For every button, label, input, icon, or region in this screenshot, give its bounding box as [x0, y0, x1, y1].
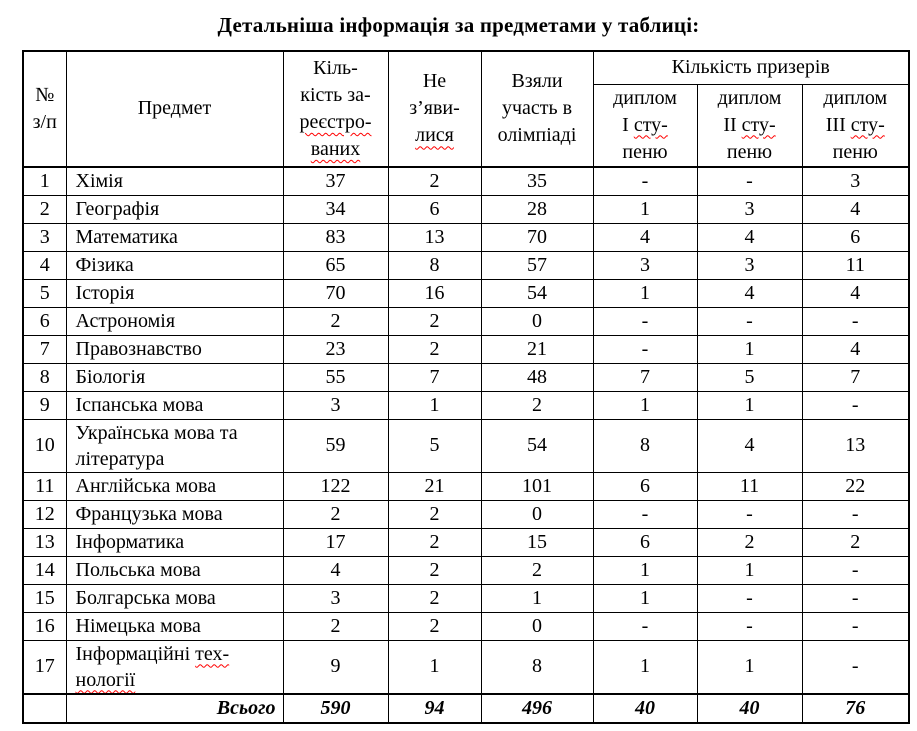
diploma2-cell: - [697, 612, 802, 640]
absent-cell: 2 [388, 307, 481, 335]
diploma1-cell: 1 [593, 640, 697, 694]
header-registered-line4-misspelled: ваних [310, 137, 361, 160]
subject-cell: Географія [66, 195, 283, 223]
diploma2-cell: 1 [697, 335, 802, 363]
absent-cell: 16 [388, 279, 481, 307]
header-diploma1-misspelled: сту- [633, 113, 668, 136]
total-absent: 94 [388, 694, 481, 723]
diploma1-cell: 6 [593, 472, 697, 500]
diploma1-cell: - [593, 612, 697, 640]
participated-cell: 2 [481, 556, 593, 584]
participated-cell: 0 [481, 307, 593, 335]
participated-cell: 15 [481, 528, 593, 556]
diploma2-cell: 1 [697, 391, 802, 419]
subject-cell: Біологія [66, 363, 283, 391]
table-header [23, 51, 909, 167]
row-num: 10 [23, 419, 66, 472]
registered-cell: 3 [283, 584, 388, 612]
header-diploma2-misspelled: сту- [741, 113, 776, 136]
absent-cell: 2 [388, 167, 481, 196]
diploma3-cell: 2 [802, 528, 909, 556]
diploma2-cell: 3 [697, 251, 802, 279]
diploma3-cell: 7 [802, 363, 909, 391]
diploma2-cell: 3 [697, 195, 802, 223]
diploma1-cell: - [593, 500, 697, 528]
header-diploma1 [593, 84, 697, 167]
total-registered: 590 [283, 694, 388, 723]
diploma2-cell: - [697, 500, 802, 528]
absent-cell: 2 [388, 335, 481, 363]
subject-cell: Німецька мова [66, 612, 283, 640]
table-row [23, 335, 909, 363]
row-num: 15 [23, 584, 66, 612]
registered-cell: 122 [283, 472, 388, 500]
header-diploma3-misspelled: сту- [850, 113, 885, 136]
absent-cell: 5 [388, 419, 481, 472]
participated-cell: 8 [481, 640, 593, 694]
diploma1-cell: 1 [593, 195, 697, 223]
header-participated-line2: участь в [501, 97, 573, 120]
row-num: 7 [23, 335, 66, 363]
row-num: 16 [23, 612, 66, 640]
table-row [23, 279, 909, 307]
subject-misspelled-part2: нології [75, 668, 136, 691]
header-diploma3-line3: пеню [832, 140, 878, 163]
table-row [23, 584, 909, 612]
header-num-line1: № [35, 83, 55, 106]
diploma3-cell: - [802, 307, 909, 335]
table-row [23, 556, 909, 584]
subject-cell: Астрономія [66, 307, 283, 335]
registered-cell: 83 [283, 223, 388, 251]
absent-cell: 2 [388, 500, 481, 528]
participated-cell: 21 [481, 335, 593, 363]
diploma2-cell: 4 [697, 223, 802, 251]
diploma1-cell: 8 [593, 419, 697, 472]
total-label: Всього [66, 694, 283, 723]
row-num: 3 [23, 223, 66, 251]
header-diploma2-degree: II [723, 113, 742, 136]
absent-cell: 7 [388, 363, 481, 391]
table-row [23, 307, 909, 335]
absent-cell: 1 [388, 391, 481, 419]
absent-cell: 2 [388, 584, 481, 612]
subject-cell: Фізика [66, 251, 283, 279]
row-num: 9 [23, 391, 66, 419]
header-registered-line3-misspelled: реєстро- [299, 110, 372, 133]
registered-cell: 34 [283, 195, 388, 223]
subject-line2 [76, 667, 283, 693]
table-row [23, 472, 909, 500]
row-num: 12 [23, 500, 66, 528]
participated-cell: 101 [481, 472, 593, 500]
registered-cell: 3 [283, 391, 388, 419]
header-subject: Предмет [66, 51, 283, 167]
diploma1-cell: 1 [593, 556, 697, 584]
table-row [23, 612, 909, 640]
header-registered [283, 51, 388, 167]
diploma3-cell: - [802, 640, 909, 694]
table-row [23, 640, 909, 694]
header-diploma3-line1: диплом [823, 86, 888, 109]
registered-cell: 2 [283, 307, 388, 335]
subject-cell: Математика [66, 223, 283, 251]
registered-cell: 2 [283, 500, 388, 528]
diploma1-cell: 7 [593, 363, 697, 391]
subject-cell: Болгарська мова [66, 584, 283, 612]
diploma3-cell: 3 [802, 167, 909, 196]
subject-cell [66, 640, 283, 694]
header-participated-line3: олімпіаді [497, 124, 577, 147]
participated-cell: 70 [481, 223, 593, 251]
subject-misspelled-part1: тех- [195, 642, 230, 665]
diploma1-cell: 6 [593, 528, 697, 556]
diploma2-cell: - [697, 584, 802, 612]
table-row [23, 195, 909, 223]
participated-cell: 0 [481, 500, 593, 528]
row-num: 11 [23, 472, 66, 500]
subject-cell: Польська мова [66, 556, 283, 584]
total-diploma3: 76 [802, 694, 909, 723]
header-diploma3-degree: III [825, 113, 851, 136]
registered-cell: 17 [283, 528, 388, 556]
table-body [23, 167, 909, 723]
diploma1-cell: - [593, 307, 697, 335]
participated-cell: 54 [481, 279, 593, 307]
absent-cell: 13 [388, 223, 481, 251]
diploma3-cell: 6 [802, 223, 909, 251]
absent-cell: 8 [388, 251, 481, 279]
subject-cell: Іспанська мова [66, 391, 283, 419]
diploma3-cell: - [802, 584, 909, 612]
header-diploma3-line2 [803, 112, 909, 139]
header-diploma2-line1: диплом [717, 86, 782, 109]
diploma3-cell: - [802, 500, 909, 528]
participated-cell: 54 [481, 419, 593, 472]
diploma2-cell: 4 [697, 279, 802, 307]
diploma3-cell: 4 [802, 335, 909, 363]
total-empty-cell [23, 694, 66, 723]
header-registered-line1: Кіль- [313, 56, 358, 79]
total-diploma2: 40 [697, 694, 802, 723]
participated-cell: 48 [481, 363, 593, 391]
registered-cell: 65 [283, 251, 388, 279]
diploma2-cell: 1 [697, 640, 802, 694]
registered-cell: 9 [283, 640, 388, 694]
row-num: 13 [23, 528, 66, 556]
table-row [23, 167, 909, 196]
diploma3-cell: 4 [802, 279, 909, 307]
row-num: 4 [23, 251, 66, 279]
total-participated: 496 [481, 694, 593, 723]
registered-cell: 2 [283, 612, 388, 640]
header-diploma1-line1: диплом [613, 86, 677, 109]
subject-cell: Французька мова [66, 500, 283, 528]
total-diploma1: 40 [593, 694, 697, 723]
header-diploma2-line2 [698, 112, 802, 139]
header-diploma1-degree: I [622, 113, 634, 136]
subject-cell: Хімія [66, 167, 283, 196]
absent-cell: 2 [388, 612, 481, 640]
row-num: 8 [23, 363, 66, 391]
header-participated-line1: Взяли [511, 70, 563, 93]
diploma3-cell: 4 [802, 195, 909, 223]
participated-cell: 1 [481, 584, 593, 612]
subject-cell: Правознавство [66, 335, 283, 363]
diploma1-cell: - [593, 335, 697, 363]
row-num: 5 [23, 279, 66, 307]
header-num-line2: з/п [32, 110, 57, 133]
row-num: 2 [23, 195, 66, 223]
table-row [23, 419, 909, 472]
registered-cell: 37 [283, 167, 388, 196]
subject-word: Інформаційні [75, 642, 196, 665]
diploma2-cell: - [697, 307, 802, 335]
diploma2-cell: 5 [697, 363, 802, 391]
subjects-table [22, 50, 910, 724]
absent-cell: 21 [388, 472, 481, 500]
diploma1-cell: 1 [593, 279, 697, 307]
registered-cell: 23 [283, 335, 388, 363]
row-num: 1 [23, 167, 66, 196]
participated-cell: 28 [481, 195, 593, 223]
table-row [23, 251, 909, 279]
total-row [23, 694, 909, 723]
header-diploma1-line2 [594, 112, 697, 139]
participated-cell: 0 [481, 612, 593, 640]
diploma3-cell: - [802, 556, 909, 584]
subject-cell: Історія [66, 279, 283, 307]
diploma3-cell: 11 [802, 251, 909, 279]
diploma2-cell: 4 [697, 419, 802, 472]
header-absent [388, 51, 481, 167]
subject-cell: Українська мова та література [66, 419, 283, 472]
header-prizes-group: Кількість призерів [593, 51, 909, 84]
diploma1-cell: 4 [593, 223, 697, 251]
row-num: 14 [23, 556, 66, 584]
registered-cell: 70 [283, 279, 388, 307]
header-absent-line3-misspelled: лися [415, 124, 454, 147]
header-registered-line2: кість за- [300, 83, 371, 106]
registered-cell: 55 [283, 363, 388, 391]
absent-cell: 2 [388, 556, 481, 584]
participated-cell: 2 [481, 391, 593, 419]
participated-cell: 35 [481, 167, 593, 196]
diploma2-cell: 2 [697, 528, 802, 556]
diploma3-cell: 13 [802, 419, 909, 472]
absent-cell: 6 [388, 195, 481, 223]
header-absent-line2: з’яви- [409, 97, 460, 120]
header-diploma2 [697, 84, 802, 167]
subject-line1 [76, 641, 283, 667]
row-num: 6 [23, 307, 66, 335]
header-diploma2-line3: пеню [726, 140, 773, 163]
header-diploma1-line3: пеню [622, 140, 668, 163]
registered-cell: 4 [283, 556, 388, 584]
diploma1-cell: 1 [593, 584, 697, 612]
row-num: 17 [23, 640, 66, 694]
diploma1-cell: 3 [593, 251, 697, 279]
header-participated [481, 51, 593, 167]
header-absent-line1: Не [422, 70, 447, 93]
diploma1-cell: - [593, 167, 697, 196]
table-row [23, 391, 909, 419]
header-diploma3 [802, 84, 909, 167]
participated-cell: 57 [481, 251, 593, 279]
diploma2-cell: 1 [697, 556, 802, 584]
table-row [23, 500, 909, 528]
registered-cell: 59 [283, 419, 388, 472]
header-num [23, 51, 66, 167]
diploma2-cell: - [697, 167, 802, 196]
page-title: Детальніша інформація за предметами у таблиці: [217, 13, 700, 37]
diploma2-cell: 11 [697, 472, 802, 500]
table-row [23, 223, 909, 251]
absent-cell: 2 [388, 528, 481, 556]
diploma3-cell: 22 [802, 472, 909, 500]
table-row [23, 528, 909, 556]
diploma3-cell: - [802, 391, 909, 419]
diploma3-cell: - [802, 612, 909, 640]
header-group-row [23, 51, 909, 84]
subject-cell: Англійська мова [66, 472, 283, 500]
table-row [23, 363, 909, 391]
diploma1-cell: 1 [593, 391, 697, 419]
subject-cell: Інформатика [66, 528, 283, 556]
absent-cell: 1 [388, 640, 481, 694]
